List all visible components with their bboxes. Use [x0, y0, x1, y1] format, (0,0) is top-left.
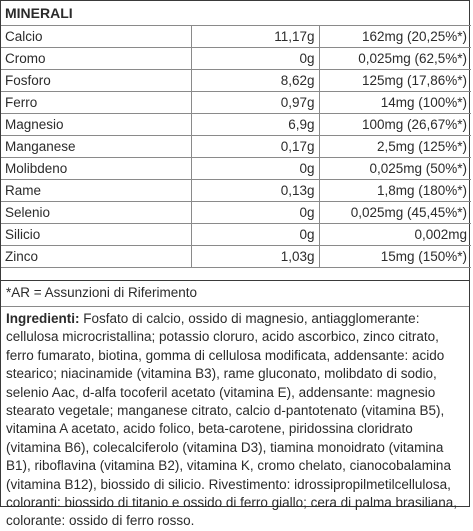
mineral-name: Zinco: [1, 246, 191, 268]
mineral-row: [1, 180, 471, 202]
mineral-name: Ferro: [1, 92, 191, 114]
mineral-amount: 0g: [191, 202, 319, 224]
mineral-per-ar: 15mg (150%*): [319, 246, 471, 268]
mineral-row: [1, 48, 471, 70]
ingredients-block: [1, 307, 469, 531]
mineral-amount: 0,17g: [191, 136, 319, 158]
mineral-name: Silicio: [1, 224, 191, 246]
mineral-name: Molibdeno: [1, 158, 191, 180]
mineral-row: [1, 136, 471, 158]
minerals-table: [1, 1, 471, 268]
mineral-name: Fosforo: [1, 70, 191, 92]
mineral-per-ar: 0,025mg (50%*): [319, 158, 471, 180]
mineral-per-ar: 2,5mg (125%*): [319, 136, 471, 158]
mineral-amount: 6,9g: [191, 114, 319, 136]
ingredients-label: Ingredienti:: [6, 311, 80, 326]
mineral-name: Manganese: [1, 136, 191, 158]
mineral-per-ar: 0,002mg: [319, 224, 471, 246]
mineral-row: [1, 114, 471, 136]
mineral-row: [1, 202, 471, 224]
mineral-per-ar: 125mg (17,86%*): [319, 70, 471, 92]
mineral-per-ar: 162mg (20,25%*): [319, 26, 471, 48]
mineral-amount: 0g: [191, 224, 319, 246]
mineral-row: [1, 246, 471, 268]
mineral-name: Selenio: [1, 202, 191, 224]
mineral-per-ar: 100mg (26,67%*): [319, 114, 471, 136]
mineral-per-ar: 1,8mg (180%*): [319, 180, 471, 202]
minerals-heading-row: [1, 1, 471, 26]
mineral-amount: 0g: [191, 158, 319, 180]
footnote: *AR = Assunzioni di Riferimento: [6, 285, 197, 300]
mineral-name: Magnesio: [1, 114, 191, 136]
minerals-heading: MINERALI: [1, 1, 471, 26]
mineral-row: [1, 26, 471, 48]
mineral-name: Rame: [1, 180, 191, 202]
mineral-row: [1, 92, 471, 114]
ingredients-text: Fosfato di calcio, ossido di magnesio, antiagglomerante: cellulosa microcristallina; potassio cloruro, acido ascorbico, zinco citrato, ferro fumarato, biotina, gomma di cellulosa modificata, addensante: acido stearico; niacinamide (vitamina B3), rame gluconato, molibdato di sodio, selenio Aac, d-alfa tocoferil acetato (vitamina E), addensante: magnesio stearato vegetale; manganese citrato, calcio d-pantotenato (vitamina B5), vitamina A acetato, acido folico, beta-carotene, piridossina cloridrato (vitamina B6), colecalciferolo (vitamina D3), tiamina monoidrato (vitamina B1), riboflavina (vitamina B2), vitamina K, cromo chelato, cianocobalamina (vitamina B12), biossido di silicio. Rivestimento: idrossipropilmetilcellulosa, coloranti: biossido di titanio e ossido di ferro giallo; cera di palma brasiliana, colorante: ossido di ferro rosso.: [6, 311, 457, 529]
mineral-amount: 0g: [191, 48, 319, 70]
mineral-name: Cromo: [1, 48, 191, 70]
mineral-name: Calcio: [1, 26, 191, 48]
mineral-per-ar: 0,025mg (45,45%*): [319, 202, 471, 224]
mineral-row: [1, 70, 471, 92]
mineral-amount: 0,13g: [191, 180, 319, 202]
mineral-amount: 11,17g: [191, 26, 319, 48]
mineral-row: [1, 224, 471, 246]
mineral-row: [1, 158, 471, 180]
mineral-amount: 0,97g: [191, 92, 319, 114]
mineral-amount: 1,03g: [191, 246, 319, 268]
mineral-per-ar: 0,025mg (62,5%*): [319, 48, 471, 70]
mineral-amount: 8,62g: [191, 70, 319, 92]
mineral-per-ar: 14mg (100%*): [319, 92, 471, 114]
